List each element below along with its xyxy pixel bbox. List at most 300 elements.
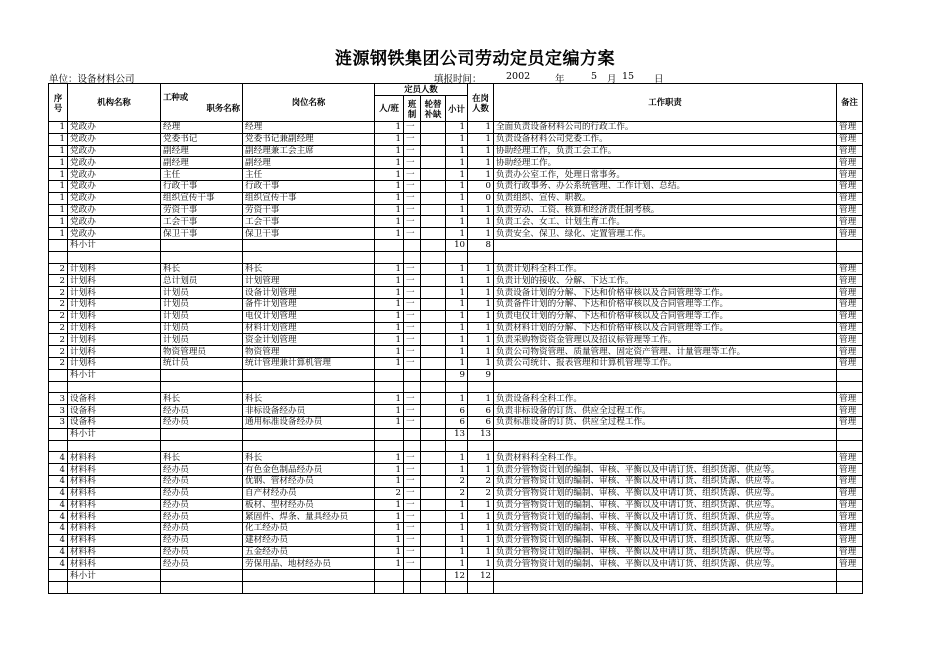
cell-per-shift: 1 <box>375 452 404 464</box>
cell-duties: 负责分管物资计划的编制、审核、平衡以及申请订货、组织货源、供应等。 <box>494 511 837 523</box>
table-row <box>49 145 863 157</box>
cell-job: 科长 <box>161 452 243 464</box>
cell-org: 计划科 <box>68 357 161 369</box>
table-row <box>49 475 863 487</box>
staffing-table <box>48 83 863 594</box>
cell-per-shift: 1 <box>375 357 404 369</box>
cell-shift-system: 一 <box>404 534 421 546</box>
cell-shift-system: 一 <box>404 122 421 134</box>
table-row <box>49 393 863 405</box>
cell-shift-system: 一 <box>404 287 421 299</box>
cell-job: 计划员 <box>161 334 243 346</box>
cell-seq: 4 <box>49 475 68 487</box>
empty-cell <box>404 570 421 582</box>
cell-seq: 2 <box>49 298 68 310</box>
cell-on-post: 1 <box>468 204 494 216</box>
cell-position: 组织宣传干事 <box>243 192 375 204</box>
cell-on-post: 1 <box>468 157 494 169</box>
cell-subtotal: 1 <box>446 499 468 511</box>
subtotal-staff: 13 <box>446 428 468 440</box>
cell-job: 总计划员 <box>161 275 243 287</box>
cell-on-post: 6 <box>468 405 494 417</box>
cell-relief <box>421 487 446 499</box>
empty-cell <box>243 440 375 452</box>
cell-job: 党委书记 <box>161 133 243 145</box>
cell-remark: 管理 <box>837 546 863 558</box>
cell-subtotal: 6 <box>446 405 468 417</box>
cell-job: 经办员 <box>161 464 243 476</box>
cell-duties: 负责分管物资计划的编制、审核、平衡以及申请订货、组织货源、供应等。 <box>494 499 837 511</box>
empty-cell <box>494 369 837 381</box>
cell-on-post: 1 <box>468 275 494 287</box>
cell-on-post: 1 <box>468 534 494 546</box>
cell-org: 材料科 <box>68 464 161 476</box>
cell-job: 行政干事 <box>161 180 243 192</box>
cell-duties: 负责分管物资计划的编制、审核、平衡以及申请订货、组织货源、供应等。 <box>494 464 837 476</box>
cell-per-shift: 2 <box>375 487 404 499</box>
table-row <box>49 133 863 145</box>
empty-cell <box>49 381 68 393</box>
cell-per-shift: 1 <box>375 228 404 240</box>
cell-duties: 负责工会、女工、计划生育工作。 <box>494 216 837 228</box>
table-row <box>49 310 863 322</box>
cell-position: 科长 <box>243 452 375 464</box>
cell-position: 电仪计划管理 <box>243 310 375 322</box>
cell-on-post: 0 <box>468 192 494 204</box>
cell-seq: 1 <box>49 216 68 228</box>
cell-seq: 1 <box>49 157 68 169</box>
spacer-row <box>49 381 863 393</box>
cell-per-shift: 1 <box>375 416 404 428</box>
cell-subtotal: 1 <box>446 263 468 275</box>
cell-shift-system: 一 <box>404 228 421 240</box>
cell-relief <box>421 393 446 405</box>
empty-cell <box>494 239 837 251</box>
cell-on-post: 1 <box>468 169 494 181</box>
cell-seq: 3 <box>49 393 68 405</box>
cell-position: 副经理兼工会主席 <box>243 145 375 157</box>
cell-seq: 4 <box>49 558 68 570</box>
cell-shift-system: 一 <box>404 133 421 145</box>
empty-cell <box>404 440 421 452</box>
cell-on-post: 1 <box>468 322 494 334</box>
cell-relief <box>421 133 446 145</box>
cell-seq: 1 <box>49 204 68 216</box>
cell-job: 组织宣传干事 <box>161 192 243 204</box>
cell-job: 主任 <box>161 169 243 181</box>
subtotal-label: 科小计 <box>68 239 161 251</box>
cell-subtotal: 1 <box>446 546 468 558</box>
cell-duties: 全面负责设备材料公司的行政工作。 <box>494 122 837 134</box>
cell-per-shift: 1 <box>375 405 404 417</box>
cell-job: 经办员 <box>161 405 243 417</box>
cell-org: 计划科 <box>68 275 161 287</box>
cell-remark: 管理 <box>837 499 863 511</box>
table-row <box>49 228 863 240</box>
cell-subtotal: 1 <box>446 464 468 476</box>
cell-per-shift: 1 <box>375 180 404 192</box>
table-row <box>49 487 863 499</box>
cell-relief <box>421 334 446 346</box>
cell-duties: 负责材料计划的分解、下达和价格审核以及合同管理等工作。 <box>494 322 837 334</box>
cell-job: 统计员 <box>161 357 243 369</box>
fill-time-month-suffix: 月 <box>607 74 617 85</box>
empty-cell <box>837 381 863 393</box>
cell-remark: 管理 <box>837 287 863 299</box>
cell-duties: 负责分管物资计划的编制、审核、平衡以及申请订货、组织货源、供应等。 <box>494 558 837 570</box>
header-subtotal: 小计 <box>446 96 468 122</box>
cell-per-shift: 1 <box>375 263 404 275</box>
cell-per-shift: 1 <box>375 322 404 334</box>
subtotal-row <box>49 369 863 381</box>
cell-org: 材料科 <box>68 499 161 511</box>
cell-remark: 管理 <box>837 334 863 346</box>
cell-remark: 管理 <box>837 157 863 169</box>
cell-org: 设备科 <box>68 405 161 417</box>
empty-cell <box>837 369 863 381</box>
cell-job: 计划员 <box>161 287 243 299</box>
cell-shift-system: 一 <box>404 452 421 464</box>
cell-duties: 协助经理工作。 <box>494 157 837 169</box>
cell-seq <box>49 239 68 251</box>
cell-position: 有色金色制品经办员 <box>243 464 375 476</box>
cell-per-shift: 1 <box>375 157 404 169</box>
cell-duties: 负责分管物资计划的编制、审核、平衡以及申请订货、组织货源、供应等。 <box>494 487 837 499</box>
cell-seq: 4 <box>49 452 68 464</box>
empty-cell <box>837 428 863 440</box>
cell-duties: 负责设备计划的分解、下达和价格审核以及合同管理等工作。 <box>494 287 837 299</box>
cell-remark: 管理 <box>837 192 863 204</box>
cell-per-shift: 1 <box>375 216 404 228</box>
table-row <box>49 523 863 535</box>
cell-seq: 1 <box>49 180 68 192</box>
cell-seq: 1 <box>49 122 68 134</box>
empty-cell <box>375 381 404 393</box>
table-row <box>49 216 863 228</box>
fill-time-day: 15 <box>622 71 635 82</box>
cell-job: 经办员 <box>161 499 243 511</box>
cell-per-shift: 1 <box>375 393 404 405</box>
empty-cell <box>243 428 375 440</box>
cell-remark: 管理 <box>837 511 863 523</box>
subtotal-on-post: 9 <box>468 369 494 381</box>
cell-per-shift: 1 <box>375 523 404 535</box>
subtotal-staff: 12 <box>446 570 468 582</box>
cell-job: 经办员 <box>161 534 243 546</box>
cell-position: 劳资干事 <box>243 204 375 216</box>
cell-duties: 负责行政事务、办公系统管理、工作计划、总结。 <box>494 180 837 192</box>
cell-position: 通用标准设备经办员 <box>243 416 375 428</box>
cell-seq <box>49 428 68 440</box>
cell-remark: 管理 <box>837 523 863 535</box>
cell-remark: 管理 <box>837 393 863 405</box>
cell-relief <box>421 322 446 334</box>
empty-cell <box>161 251 243 263</box>
cell-remark: 管理 <box>837 145 863 157</box>
cell-subtotal: 1 <box>446 133 468 145</box>
empty-cell <box>468 582 494 594</box>
cell-seq <box>49 570 68 582</box>
cell-org: 材料科 <box>68 546 161 558</box>
cell-on-post: 1 <box>468 287 494 299</box>
cell-org: 党政办 <box>68 122 161 134</box>
table-row <box>49 287 863 299</box>
cell-shift-system: 一 <box>404 310 421 322</box>
cell-subtotal: 1 <box>446 228 468 240</box>
cell-subtotal: 6 <box>446 416 468 428</box>
cell-per-shift: 1 <box>375 287 404 299</box>
empty-cell <box>494 582 837 594</box>
cell-org: 党政办 <box>68 204 161 216</box>
cell-seq: 1 <box>49 192 68 204</box>
cell-relief <box>421 475 446 487</box>
cell-shift-system: 一 <box>404 216 421 228</box>
cell-relief <box>421 122 446 134</box>
cell-position: 设备计划管理 <box>243 287 375 299</box>
cell-subtotal: 2 <box>446 487 468 499</box>
table-row <box>49 357 863 369</box>
cell-job: 经办员 <box>161 546 243 558</box>
cell-remark: 管理 <box>837 534 863 546</box>
cell-per-shift: 1 <box>375 145 404 157</box>
fill-time-year-suffix: 年 <box>555 74 565 85</box>
cell-job: 经办员 <box>161 511 243 523</box>
cell-shift-system: 一 <box>404 145 421 157</box>
header-work-type <box>161 84 243 122</box>
cell-position: 主任 <box>243 169 375 181</box>
header-on-post: 在岗人数 <box>468 84 494 122</box>
cell-position: 优钢、管材经办员 <box>243 475 375 487</box>
cell-on-post: 1 <box>468 511 494 523</box>
cell-on-post: 1 <box>468 558 494 570</box>
cell-relief <box>421 523 446 535</box>
cell-shift-system: 一 <box>404 322 421 334</box>
empty-cell <box>468 381 494 393</box>
cell-subtotal: 1 <box>446 523 468 535</box>
cell-duties: 负责设备科全科工作。 <box>494 393 837 405</box>
cell-org: 计划科 <box>68 346 161 358</box>
cell-duties: 负责采购物资资金管理以及招议标管理等工作。 <box>494 334 837 346</box>
header-staffing: 定员人数 <box>375 84 468 96</box>
cell-relief <box>421 452 446 464</box>
cell-org: 材料科 <box>68 475 161 487</box>
empty-cell <box>68 582 161 594</box>
cell-duties: 负责设备材料公司党委工作。 <box>494 133 837 145</box>
cell-relief <box>421 546 446 558</box>
cell-per-shift: 1 <box>375 499 404 511</box>
empty-cell <box>837 239 863 251</box>
cell-position: 板材、型材经办员 <box>243 499 375 511</box>
header-position: 岗位名称 <box>243 84 375 122</box>
cell-job: 计划员 <box>161 322 243 334</box>
empty-cell <box>494 440 837 452</box>
cell-per-shift: 1 <box>375 464 404 476</box>
cell-duties: 负责备件计划的分解、下达和价格审核以及合同管理等工作。 <box>494 298 837 310</box>
cell-org: 党政办 <box>68 192 161 204</box>
empty-cell <box>161 428 243 440</box>
cell-position: 统计管理兼计算机管理 <box>243 357 375 369</box>
subtotal-row <box>49 570 863 582</box>
cell-seq: 2 <box>49 275 68 287</box>
cell-duties: 负责劳动、工资、核算和经济责任制考核。 <box>494 204 837 216</box>
cell-relief <box>421 228 446 240</box>
header-job-title-line2: 职务名称 <box>206 102 240 113</box>
cell-on-post: 1 <box>468 334 494 346</box>
cell-duties: 负责计划科全科工作。 <box>494 263 837 275</box>
cell-job: 副经理 <box>161 145 243 157</box>
spacer-row <box>49 251 863 263</box>
cell-on-post: 1 <box>468 310 494 322</box>
cell-shift-system: 一 <box>404 523 421 535</box>
table-row <box>49 534 863 546</box>
cell-relief <box>421 298 446 310</box>
empty-cell <box>375 369 404 381</box>
empty-cell <box>243 239 375 251</box>
unit-label: 单位：设备材料公司 <box>49 74 135 85</box>
cell-on-post: 1 <box>468 216 494 228</box>
cell-seq: 2 <box>49 287 68 299</box>
cell-position: 化工经办员 <box>243 523 375 535</box>
staffing-table-wrapper <box>48 83 863 594</box>
cell-position: 资金计划管理 <box>243 334 375 346</box>
cell-seq: 1 <box>49 228 68 240</box>
empty-cell <box>494 251 837 263</box>
cell-remark: 管理 <box>837 204 863 216</box>
empty-cell <box>421 570 446 582</box>
cell-org: 党政办 <box>68 145 161 157</box>
empty-cell <box>404 582 421 594</box>
cell-duties: 负责材料科全科工作。 <box>494 452 837 464</box>
cell-subtotal: 1 <box>446 452 468 464</box>
empty-cell <box>421 428 446 440</box>
cell-job: 经办员 <box>161 416 243 428</box>
cell-per-shift: 1 <box>375 475 404 487</box>
cell-per-shift: 1 <box>375 534 404 546</box>
cell-shift-system: 一 <box>404 475 421 487</box>
cell-per-shift: 1 <box>375 275 404 287</box>
cell-org: 设备科 <box>68 393 161 405</box>
cell-remark: 管理 <box>837 475 863 487</box>
cell-subtotal: 1 <box>446 216 468 228</box>
cell-subtotal: 1 <box>446 145 468 157</box>
empty-cell <box>404 251 421 263</box>
empty-cell <box>375 440 404 452</box>
cell-subtotal: 1 <box>446 393 468 405</box>
cell-org: 计划科 <box>68 310 161 322</box>
table-row <box>49 334 863 346</box>
empty-cell <box>49 440 68 452</box>
subtotal-staff: 9 <box>446 369 468 381</box>
cell-org: 党政办 <box>68 169 161 181</box>
cell-duties: 负责组织、宣传、职教。 <box>494 192 837 204</box>
empty-cell <box>404 239 421 251</box>
cell-shift-system: 一 <box>404 511 421 523</box>
header-relief: 轮替补缺 <box>421 96 446 122</box>
cell-job: 科长 <box>161 263 243 275</box>
cell-duties: 负责标准设备的订货、供应全过程工作。 <box>494 416 837 428</box>
cell-on-post: 1 <box>468 122 494 134</box>
cell-job: 劳资干事 <box>161 204 243 216</box>
cell-subtotal: 1 <box>446 122 468 134</box>
cell-job: 经办员 <box>161 558 243 570</box>
empty-cell <box>446 440 468 452</box>
spacer-row <box>49 440 863 452</box>
cell-seq: 2 <box>49 310 68 322</box>
table-row <box>49 405 863 417</box>
empty-cell <box>68 381 161 393</box>
empty-cell <box>494 381 837 393</box>
cell-per-shift: 1 <box>375 133 404 145</box>
empty-cell <box>468 251 494 263</box>
table-row <box>49 169 863 181</box>
cell-seq: 4 <box>49 511 68 523</box>
fill-time-month: 5 <box>591 71 598 82</box>
cell-relief <box>421 216 446 228</box>
empty-cell <box>446 381 468 393</box>
table-row <box>49 464 863 476</box>
cell-on-post: 2 <box>468 487 494 499</box>
table-row <box>49 180 863 192</box>
cell-duties: 协助经理工作，负责工会工作。 <box>494 145 837 157</box>
subtotal-label: 科小计 <box>68 369 161 381</box>
cell-remark: 管理 <box>837 169 863 181</box>
cell-shift-system: 一 <box>404 464 421 476</box>
cell-position: 计划管理 <box>243 275 375 287</box>
empty-cell <box>375 582 404 594</box>
subtotal-row <box>49 239 863 251</box>
cell-job: 科长 <box>161 393 243 405</box>
cell-duties: 负责安全、保卫、绿化、定置管理工作。 <box>494 228 837 240</box>
cell-relief <box>421 405 446 417</box>
empty-cell <box>421 239 446 251</box>
cell-remark: 管理 <box>837 405 863 417</box>
empty-cell <box>421 251 446 263</box>
cell-on-post: 1 <box>468 452 494 464</box>
cell-shift-system: 一 <box>404 169 421 181</box>
empty-cell <box>161 369 243 381</box>
cell-job: 副经理 <box>161 157 243 169</box>
cell-remark: 管理 <box>837 228 863 240</box>
cell-job: 经办员 <box>161 475 243 487</box>
cell-relief <box>421 145 446 157</box>
cell-remark: 管理 <box>837 298 863 310</box>
cell-position: 紧固件、焊条、量具经办员 <box>243 511 375 523</box>
cell-org: 材料科 <box>68 511 161 523</box>
cell-shift-system: 一 <box>404 334 421 346</box>
cell-seq: 1 <box>49 169 68 181</box>
cell-subtotal: 1 <box>446 287 468 299</box>
cell-seq: 4 <box>49 523 68 535</box>
cell-remark: 管理 <box>837 346 863 358</box>
header-duties: 工作职责 <box>494 84 837 122</box>
cell-seq: 3 <box>49 416 68 428</box>
empty-cell <box>68 251 161 263</box>
cell-duties: 负责公司物资管理、质量管理、固定资产管理、计量管理等工作。 <box>494 346 837 358</box>
cell-position: 自产材经办员 <box>243 487 375 499</box>
cell-seq: 2 <box>49 346 68 358</box>
cell-remark: 管理 <box>837 310 863 322</box>
empty-cell <box>243 570 375 582</box>
cell-relief <box>421 464 446 476</box>
empty-cell <box>468 440 494 452</box>
empty-cell <box>837 440 863 452</box>
table-row <box>49 275 863 287</box>
cell-subtotal: 1 <box>446 169 468 181</box>
cell-relief <box>421 511 446 523</box>
cell-seq: 1 <box>49 145 68 157</box>
cell-shift-system: 一 <box>404 275 421 287</box>
cell-remark: 管理 <box>837 180 863 192</box>
